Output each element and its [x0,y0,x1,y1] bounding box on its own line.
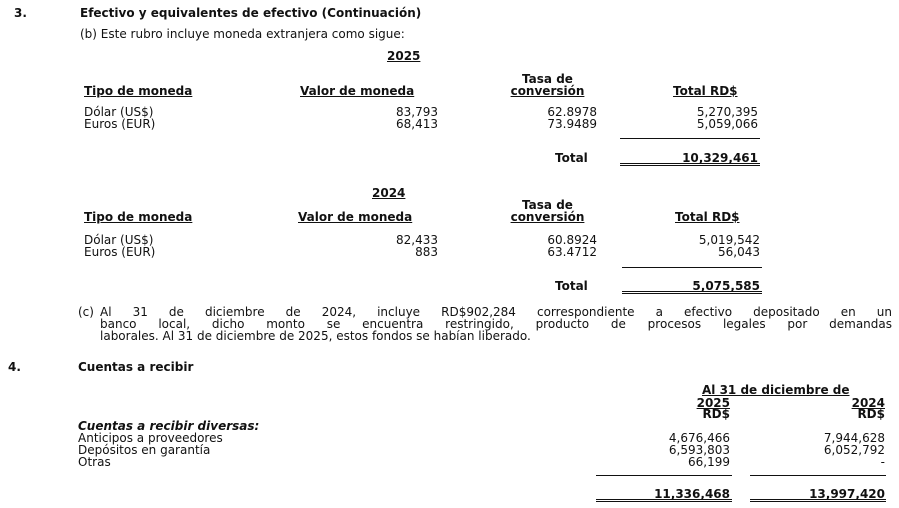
receivables-2024-subtotal-rule [750,475,886,476]
receivables-total-2025: 11,336,468 [654,487,730,501]
table-2025-row-1-total: 5,270,395 [696,105,758,119]
table-2024-year: 2024 [372,186,406,200]
receivables-row-3-label: Otras [78,455,111,469]
table-2024-total-label: Total [555,279,588,293]
section-4-number: 4. [8,360,21,374]
receivables-2024-total-double-rule [750,499,886,502]
table-2024-row-1-value: 82,433 [396,233,438,247]
receivables-currency-2024: RD$ [857,407,885,421]
table-2025-total-value: 10,329,461 [682,151,758,165]
section-3-number: 3. [14,6,27,20]
receivables-row-1-label: Anticipos a proveedores [78,431,223,445]
table-2025-year: 2025 [387,49,421,63]
table-2025-total-label: Total [555,151,588,165]
table-2024-row-2-total: 56,043 [718,245,760,259]
receivables-total-2024: 13,997,420 [809,487,885,501]
table-2024-subtotal-rule [622,267,762,268]
receivables-subheading: Cuentas a recibir diversas: [78,419,260,433]
receivables-period-header: Al 31 de diciembre de [702,383,850,397]
table-2024-total-double-rule [622,291,762,294]
receivables-row-2-2024: 6,052,792 [823,443,885,457]
table-2024-row-1-currency: Dólar (US$) [84,233,154,247]
table-2025-row-2-currency: Euros (EUR) [84,117,156,131]
table-2025-row-2-rate: 73.9489 [547,117,597,131]
receivables-year-2025: 2025 [696,396,730,410]
section-4-title: Cuentas a recibir [78,360,194,374]
table-2024-total-value: 5,075,585 [692,279,760,293]
table-2025-row-1-rate: 62.8978 [547,105,597,119]
table-2024-currency-header: Tipo de moneda [84,210,193,224]
table-2024-row-2-currency: Euros (EUR) [84,245,156,259]
note-c-paragraph [100,306,892,342]
note-c-label: (c) [78,305,94,319]
table-2025-row-2-total: 5,059,066 [696,117,758,131]
receivables-row-3-2024: - [880,455,885,469]
receivables-2025-total-double-rule [596,499,732,502]
receivables-year-2024: 2024 [851,396,885,410]
table-2025-rate-header-line1: Tasa de [522,72,573,86]
table-2024-row-1-rate: 60.8924 [547,233,597,247]
table-2025-total-header: Total RD$ [673,84,738,98]
receivables-currency-2025: RD$ [702,407,730,421]
receivables-row-1-2025: 4,676,466 [668,431,730,445]
table-2024-row-2-rate: 63.4712 [547,245,597,259]
table-2025-value-header: Valor de moneda [300,84,415,98]
note-c-line-1: Al 31 de diciembre de 2024, incluye RD$902,284 correspondiente a efectivo depositado en un [100,305,892,319]
table-2025-row-1-currency: Dólar (US$) [84,105,154,119]
table-2024-rate-header-line2: conversión [510,210,585,224]
table-2025-subtotal-rule [620,138,760,139]
receivables-row-2-2025: 6,593,803 [668,443,730,457]
table-2025-row-2-value: 68,413 [396,117,438,131]
note-c-line-3: laborales. Al 31 de diciembre de 2025, estos fondos se habían liberado. [100,329,531,343]
table-2025-currency-header: Tipo de moneda [84,84,193,98]
receivables-row-2-label: Depósitos en garantía [78,443,211,457]
receivables-2025-subtotal-rule [596,475,732,476]
table-2025-total-double-rule [620,163,760,166]
receivables-row-1-2024: 7,944,628 [823,431,885,445]
table-2025-rate-header-line2: conversión [510,84,585,98]
table-2024-value-header: Valor de moneda [298,210,413,224]
table-2024-row-2-value: 883 [415,245,438,259]
note-c-line-2: banco local, dicho monto se encuentra restringido, producto de procesos legales por demandas [100,317,892,331]
table-2024-row-1-total: 5,019,542 [698,233,760,247]
table-2024-rate-header-line1: Tasa de [522,198,573,212]
section-3-title: Efectivo y equivalentes de efectivo (Continuación) [80,6,422,20]
section-3-intro: (b) Este rubro incluye moneda extranjera como sigue: [80,27,405,41]
table-2025-row-1-value: 83,793 [396,105,438,119]
receivables-row-3-2025: 66,199 [688,455,730,469]
table-2024-total-header: Total RD$ [675,210,740,224]
